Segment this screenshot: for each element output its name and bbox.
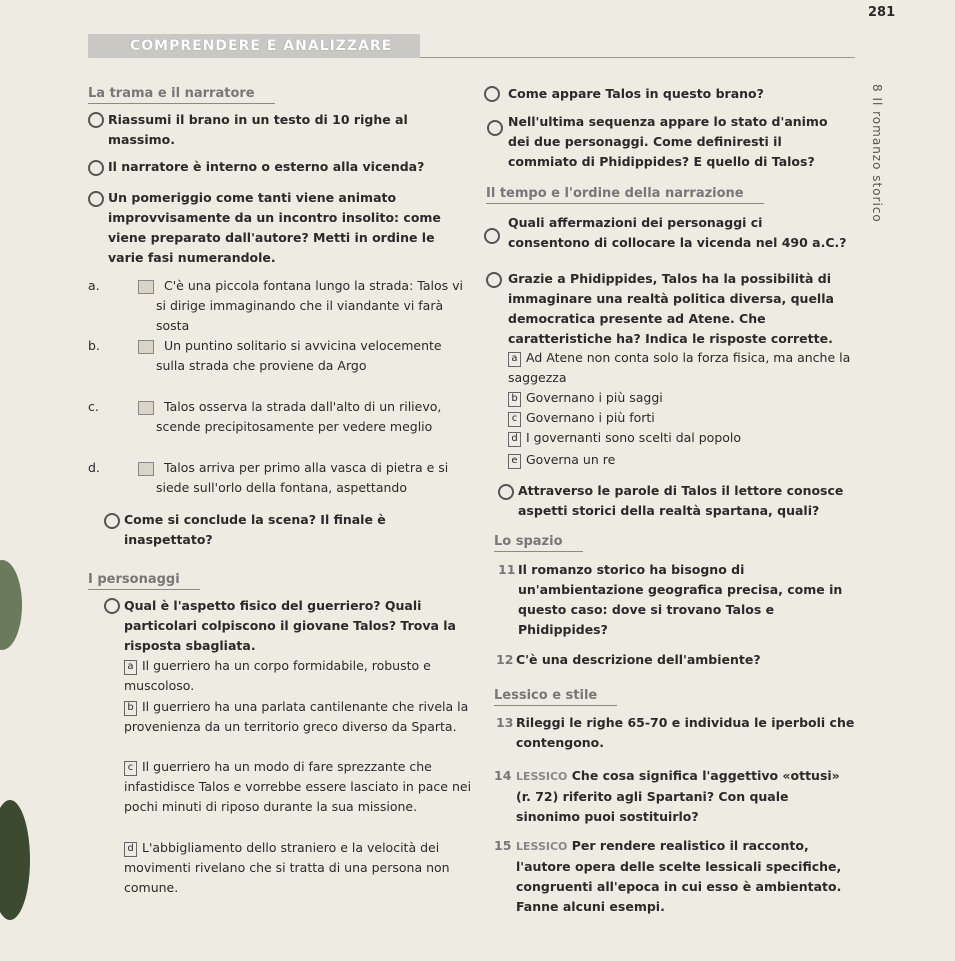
- question-2: Il narratore è interno o esterno alla vicenda?: [108, 159, 425, 174]
- question-6: Come appare Talos in questo brano?: [508, 86, 764, 101]
- option-text: Il guerriero ha un corpo formidabile, robusto e muscoloso.: [124, 658, 431, 693]
- heading-tempo: Il tempo e l'ordine della narrazione: [486, 186, 744, 201]
- option-text: Il guerriero ha un modo di fare sprezzante che infastidisce Talos e vorrebbe essere lasciato in pace nei pochi minuti di riposo durante la sua missione.: [124, 759, 472, 814]
- option-b: [124, 697, 484, 737]
- answer-box[interactable]: [138, 280, 154, 294]
- question-9: Grazie a Phidippides, Talos ha la possibilità di immaginare una realtà politica diversa, quella democratica presente ad Atene. Che caratteristiche ha? Indica le risposte corrette.: [508, 271, 834, 346]
- option-c: [508, 408, 853, 428]
- number-10-icon: [498, 484, 514, 500]
- question-14: [516, 766, 846, 827]
- item-label: b.: [88, 338, 100, 353]
- heading-personaggi: I personaggi: [88, 572, 180, 587]
- option-text: Governa un re: [526, 452, 616, 467]
- question-15: [516, 836, 856, 917]
- option-text: L'abbigliamento dello straniero e la velocità dei movimenti rivelano che si tratta di una persona non comune.: [124, 840, 450, 895]
- item-text: Un puntino solitario si avvicina velocemente sulla strada che proviene da Argo: [156, 338, 442, 373]
- answer-box[interactable]: [138, 340, 154, 354]
- question-5: Qual è l'aspetto fisico del guerriero? Quali particolari colpiscono il giovane Talos? Trova la risposta sbagliata.: [124, 598, 456, 653]
- checkbox-c[interactable]: c: [124, 761, 137, 776]
- answer-box[interactable]: [138, 462, 154, 476]
- question-10: Attraverso le parole di Talos il lettore conosce aspetti storici della realtà spartana, quali?: [518, 483, 844, 518]
- banner-title: COMPRENDERE E ANALIZZARE: [130, 38, 393, 54]
- option-b: [508, 388, 853, 408]
- number-2-icon: [88, 160, 104, 176]
- lessico-tag: LESSICO: [516, 770, 568, 783]
- number-3-icon: [88, 191, 104, 207]
- lessico-tag: LESSICO: [516, 840, 568, 853]
- section-banner: [88, 34, 420, 58]
- checkbox-b[interactable]: b: [508, 392, 521, 407]
- checkbox-d[interactable]: d: [124, 842, 137, 857]
- item-text: C'è una piccola fontana lungo la strada: Talos vi si dirige immaginando che il viandante vi farà sosta: [156, 278, 463, 333]
- question-3: Un pomeriggio come tanti viene animato improvvisamente da un incontro insolito: come viene preparato dall'autore? Metti in ordine le varie fasi numerandole.: [108, 190, 441, 265]
- divider: [420, 57, 855, 58]
- number-7-icon: [487, 120, 503, 136]
- question-13: Rileggi le righe 65-70 e individua le iperboli che contengono.: [516, 715, 855, 750]
- question-15-text: Per rendere realistico il racconto, l'autore opera delle scelte lessicali specifiche, congruenti all'epoca in cui esso è ambientato. Fanne alcuni esempi.: [516, 838, 842, 914]
- question-4: Come si conclude la scena? Il finale è inaspettato?: [124, 512, 386, 547]
- question-11: Il romanzo storico ha bisogno di un'ambientazione geografica precisa, come in questo caso: dove si trovano Talos e Phidippides?: [518, 562, 843, 637]
- checkbox-a[interactable]: a: [124, 660, 137, 675]
- item-text: Talos arriva per primo alla vasca di pietra e si siede sull'orlo della fontana, aspettando: [156, 460, 449, 495]
- option-a: [508, 348, 853, 388]
- checkbox-e[interactable]: e: [508, 454, 521, 469]
- option-c: [124, 757, 484, 817]
- item-text: Talos osserva la strada dall'alto di un rilievo, scende precipitosamente per vedere meglio: [156, 399, 442, 434]
- option-d: [124, 838, 484, 898]
- number-12: 12: [496, 652, 514, 667]
- answer-box[interactable]: [138, 401, 154, 415]
- number-14: 14: [494, 768, 512, 783]
- number-5-icon: [104, 598, 120, 614]
- option-text: Governano i più saggi: [526, 390, 663, 405]
- question-8: Quali affermazioni dei personaggi ci consentono di collocare la vicenda nel 490 a.C.?: [508, 215, 847, 250]
- checkbox-b[interactable]: b: [124, 701, 137, 716]
- number-4-icon: [104, 513, 120, 529]
- chapter-sidebar: 8 Il romanzo storico: [870, 84, 884, 223]
- item-label: c.: [88, 399, 99, 414]
- option-text: Il guerriero ha una parlata cantilenante che rivela la provenienza da un territorio greco diverso da Sparta.: [124, 699, 469, 734]
- number-6-icon: [484, 86, 500, 102]
- number-13: 13: [496, 715, 514, 730]
- number-9-icon: [486, 272, 502, 288]
- question-14-text: Che cosa significa l'aggettivo «ottusi» (r. 72) riferito agli Spartani? Con quale sinonimo puoi sostituirlo?: [516, 768, 840, 824]
- option-e: [508, 450, 853, 470]
- number-1-icon: [88, 112, 104, 128]
- heading-lessico: Lessico e stile: [494, 688, 598, 703]
- item-label: a.: [88, 278, 100, 293]
- question-1: Riassumi il brano in un testo di 10 righe al massimo.: [108, 112, 408, 147]
- option-a: [124, 656, 484, 696]
- option-text: Governano i più forti: [526, 410, 655, 425]
- question-7: Nell'ultima sequenza appare lo stato d'animo dei due personaggi. Come definiresti il commiato di Phidippides? E quello di Talos?: [508, 114, 828, 169]
- number-8-icon: [484, 228, 500, 244]
- heading-trama: La trama e il narratore: [88, 86, 255, 101]
- item-label: d.: [88, 460, 100, 475]
- option-text: Ad Atene non conta solo la forza fisica, ma anche la saggezza: [508, 350, 851, 385]
- checkbox-a[interactable]: a: [508, 352, 521, 367]
- page-number: 281: [868, 5, 896, 20]
- heading-spazio: Lo spazio: [494, 534, 563, 549]
- checkbox-c[interactable]: c: [508, 412, 521, 427]
- checkbox-d[interactable]: d: [508, 432, 521, 447]
- number-11: 11: [498, 562, 516, 577]
- number-15: 15: [494, 838, 512, 853]
- question-12: C'è una descrizione dell'ambiente?: [516, 652, 761, 667]
- option-d: [508, 428, 853, 448]
- option-text: I governanti sono scelti dal popolo: [526, 430, 742, 445]
